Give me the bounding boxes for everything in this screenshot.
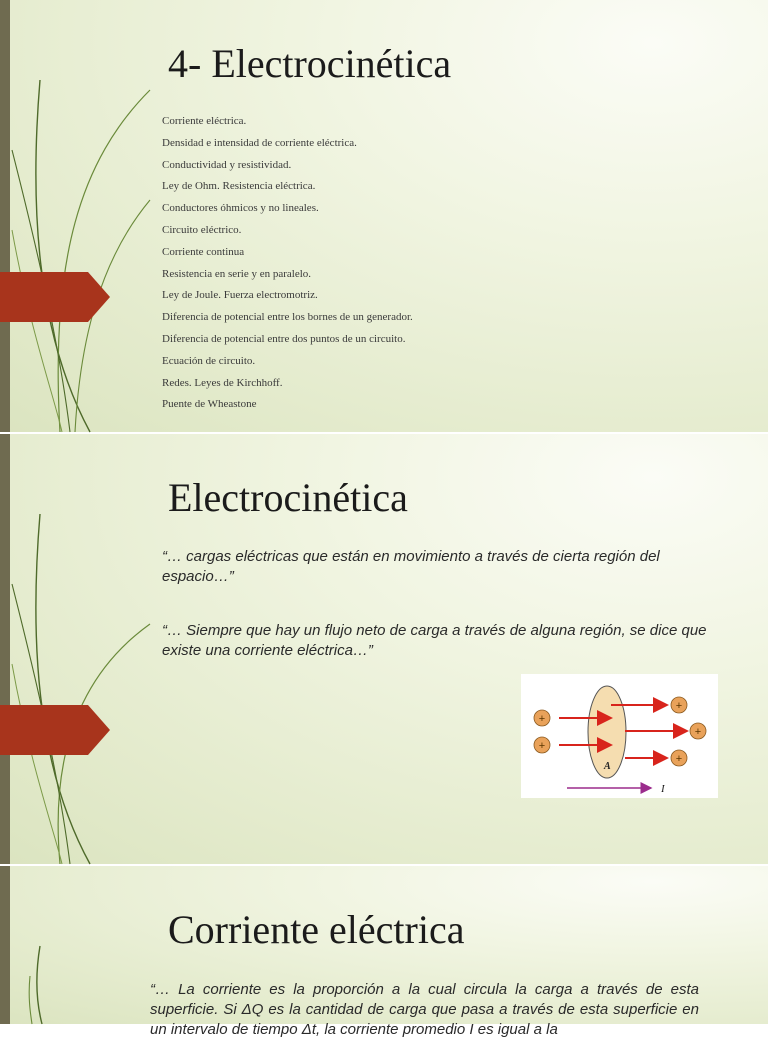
list-item: Ley de Joule. Fuerza electromotriz. — [162, 289, 318, 302]
area-label: A — [604, 761, 611, 772]
list-item: Corriente continua — [162, 245, 245, 258]
list-item: Circuito eléctrico. — [162, 223, 242, 236]
charge-label: + — [694, 726, 702, 738]
slide-title: 4- Electrocinética — [168, 41, 452, 86]
slide-1 — [0, 0, 768, 432]
red-arrow-tab — [0, 272, 110, 322]
list-item: Redes. Leyes de Kirchhoff. — [162, 376, 283, 389]
decorative-swirl-lines — [0, 0, 160, 432]
slide-title: Corriente eléctrica — [168, 907, 465, 952]
decorative-swirl-lines — [0, 434, 160, 864]
current-label: I — [661, 783, 665, 795]
list-item: Diferencia de potencial entre los bornes de un generador. — [162, 311, 413, 324]
slide-title: Electrocinética — [168, 475, 408, 520]
quote-text: “… Siempre que hay un flujo neto de carga a través de alguna región, se dice que existe una corriente eléctrica…” — [162, 622, 707, 659]
charge-label: + — [538, 740, 546, 752]
list-item: Ley de Ohm. Resistencia eléctrica. — [162, 180, 316, 193]
slide-3 — [0, 866, 768, 1038]
list-item: Corriente eléctrica. — [162, 115, 247, 127]
quote-text: “… La corriente es la proporción a la cual circula la carga a través de esta superficie. Si ΔQ es la cantidad de carga que pasa a través de esta superficie en un intervalo de tiempo Δt, la corriente promedio I es igual a la — [150, 981, 699, 1038]
topics-list — [162, 114, 413, 419]
list-item: Diferencia de potencial entre dos puntos de un circuito. — [162, 332, 406, 345]
list-item: Conductividad y resistividad. — [162, 158, 292, 171]
red-arrow-tab — [0, 705, 110, 755]
quote-text: “… cargas eléctricas que están en movimiento a través de cierta región del espacio…” — [162, 548, 660, 585]
list-item: Resistencia en serie y en paralelo. — [162, 267, 312, 280]
slide-2 — [0, 434, 768, 864]
list-item: Puente de Wheastone — [162, 398, 257, 411]
list-item: Densidad e intensidad de corriente eléctrica. — [162, 136, 357, 149]
charge-label: + — [675, 700, 683, 712]
charge-label: + — [538, 713, 546, 725]
list-item: Ecuación de circuito. — [162, 354, 256, 367]
list-item: Conductores óhmicos y no lineales. — [162, 202, 319, 215]
decorative-swirl-lines — [0, 866, 160, 1024]
charge-label: + — [675, 753, 683, 765]
current-diagram — [521, 674, 718, 798]
